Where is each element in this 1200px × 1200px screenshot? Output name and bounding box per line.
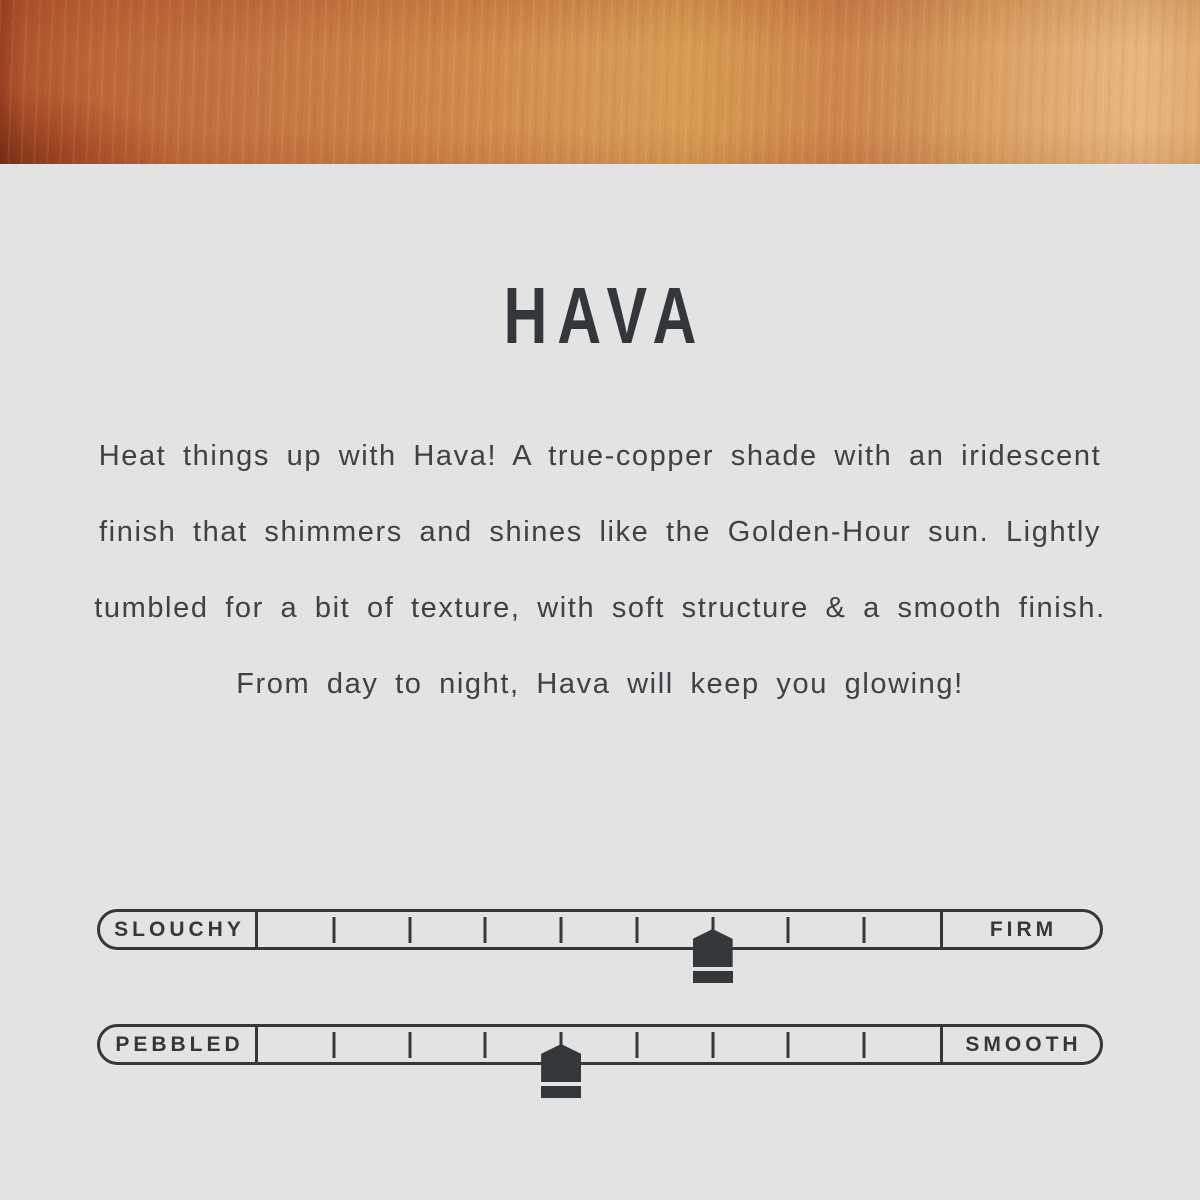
tick-mark (635, 917, 638, 943)
tick-mark (863, 917, 866, 943)
description-line: tumbled for a bit of texture, with soft structure & a smooth finish. (94, 592, 1106, 624)
product-description (40, 418, 1160, 722)
scale-right-label: FIRM (940, 912, 1100, 947)
tick-mark (863, 1032, 866, 1058)
texture-scale (97, 1024, 1103, 1065)
scale-track (258, 912, 940, 947)
leather-grain-noise (0, 0, 1200, 164)
marker-underline (693, 971, 733, 983)
scale-right-label: SMOOTH (940, 1027, 1100, 1062)
tick-mark (787, 1032, 790, 1058)
tick-mark (408, 917, 411, 943)
page-title-text: HAVA (503, 271, 707, 360)
description-line: finish that shimmers and shines like the Golden-Hour sun. Lightly (99, 516, 1101, 548)
tick-mark (560, 1032, 563, 1058)
tick-mark (484, 1032, 487, 1058)
description-line: From day to night, Hava will keep you glowing! (236, 668, 964, 700)
tick-mark (711, 1032, 714, 1058)
tick-mark (560, 917, 563, 943)
tick-mark (332, 1032, 335, 1058)
tick-mark (484, 917, 487, 943)
tick-mark (711, 917, 714, 943)
tick-mark (332, 917, 335, 943)
scale-track (258, 1027, 940, 1062)
scale-left-label: SLOUCHY (100, 912, 258, 947)
page-title (0, 271, 1200, 360)
tick-mark (408, 1032, 411, 1058)
copper-leather-texture-image (0, 0, 1200, 164)
description-line: Heat things up with Hava! A true-copper shade with an iridescent (98, 440, 1102, 472)
tick-mark (635, 1032, 638, 1058)
marker-underline (541, 1086, 581, 1098)
structure-scale (97, 909, 1103, 950)
tick-mark (787, 917, 790, 943)
scale-left-label: PEBBLED (100, 1027, 258, 1062)
